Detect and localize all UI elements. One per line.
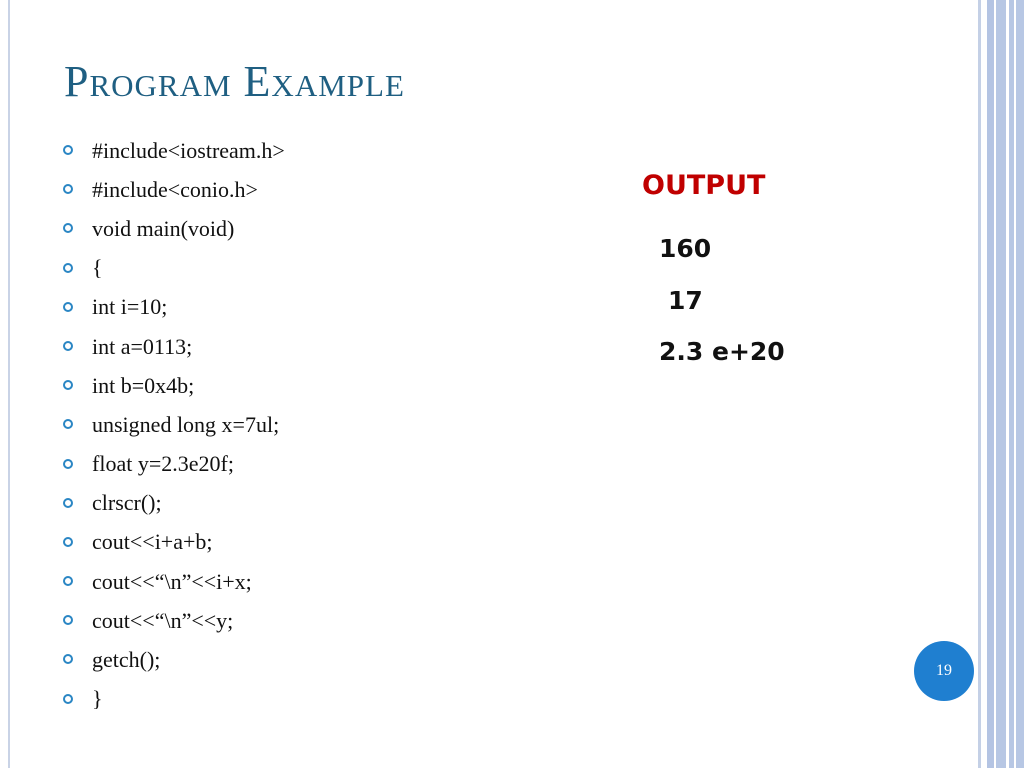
bullet-icon <box>63 341 73 351</box>
bullet-icon <box>63 498 73 508</box>
code-line-text: float y=2.3e20f; <box>92 451 234 477</box>
code-line-text: int i=10; <box>92 294 168 320</box>
bullet-icon <box>63 380 73 390</box>
bullet-icon <box>63 615 73 625</box>
code-line-text: int a=0113; <box>92 333 193 359</box>
bullet-icon <box>63 694 73 704</box>
decorative-stripe <box>978 0 981 768</box>
code-line-text: #include<iostream.h> <box>92 137 285 163</box>
bullet-icon <box>63 302 73 312</box>
code-line-text: } <box>92 686 103 712</box>
code-line <box>60 327 285 366</box>
code-line <box>60 209 285 248</box>
code-line-text: cout<<“\n”<<i+x; <box>92 568 252 594</box>
code-line <box>60 562 285 601</box>
bullet-icon <box>63 654 73 664</box>
code-line <box>60 249 285 288</box>
decorative-stripe <box>996 0 1024 768</box>
decorative-stripe <box>987 0 994 768</box>
code-line <box>60 288 285 327</box>
code-line-text: getch(); <box>92 647 161 673</box>
decorative-stripe-gap <box>1006 0 1009 768</box>
bullet-icon <box>63 459 73 469</box>
code-line-text: void main(void) <box>92 215 235 241</box>
code-line-text: cout<<“\n”<<y; <box>92 607 234 633</box>
decorative-stripe-gap <box>1014 0 1016 768</box>
slide-title: Program Example <box>64 57 405 106</box>
code-line <box>60 366 285 405</box>
bullet-icon <box>63 223 73 233</box>
bullet-icon <box>63 184 73 194</box>
bullet-icon <box>63 576 73 586</box>
bullet-icon <box>63 145 73 155</box>
output-line: 160 <box>659 234 712 263</box>
code-line <box>60 405 285 444</box>
bullet-icon <box>63 537 73 547</box>
bullet-icon <box>63 263 73 273</box>
page-number: 19 <box>936 662 952 679</box>
code-line-text: #include<conio.h> <box>92 176 258 202</box>
code-line <box>60 131 285 170</box>
output-line: 17 <box>668 286 703 315</box>
code-line-text: { <box>92 255 103 281</box>
code-line-text: unsigned long x=7ul; <box>92 411 280 437</box>
code-line-text: cout<<i+a+b; <box>92 529 213 555</box>
code-line-text: clrscr(); <box>92 490 162 516</box>
code-line <box>60 640 285 679</box>
code-line-text: int b=0x4b; <box>92 372 195 398</box>
code-line <box>60 484 285 523</box>
code-line <box>60 680 285 719</box>
code-listing <box>60 131 285 719</box>
code-line <box>60 445 285 484</box>
bullet-icon <box>63 419 73 429</box>
output-line: 2.3 e+20 <box>659 337 785 366</box>
code-line <box>60 523 285 562</box>
code-line <box>60 601 285 640</box>
slide-frame-left-line <box>8 0 10 768</box>
code-line <box>60 170 285 209</box>
page-number-badge <box>914 641 974 701</box>
output-heading: OUTPUT <box>642 170 766 201</box>
